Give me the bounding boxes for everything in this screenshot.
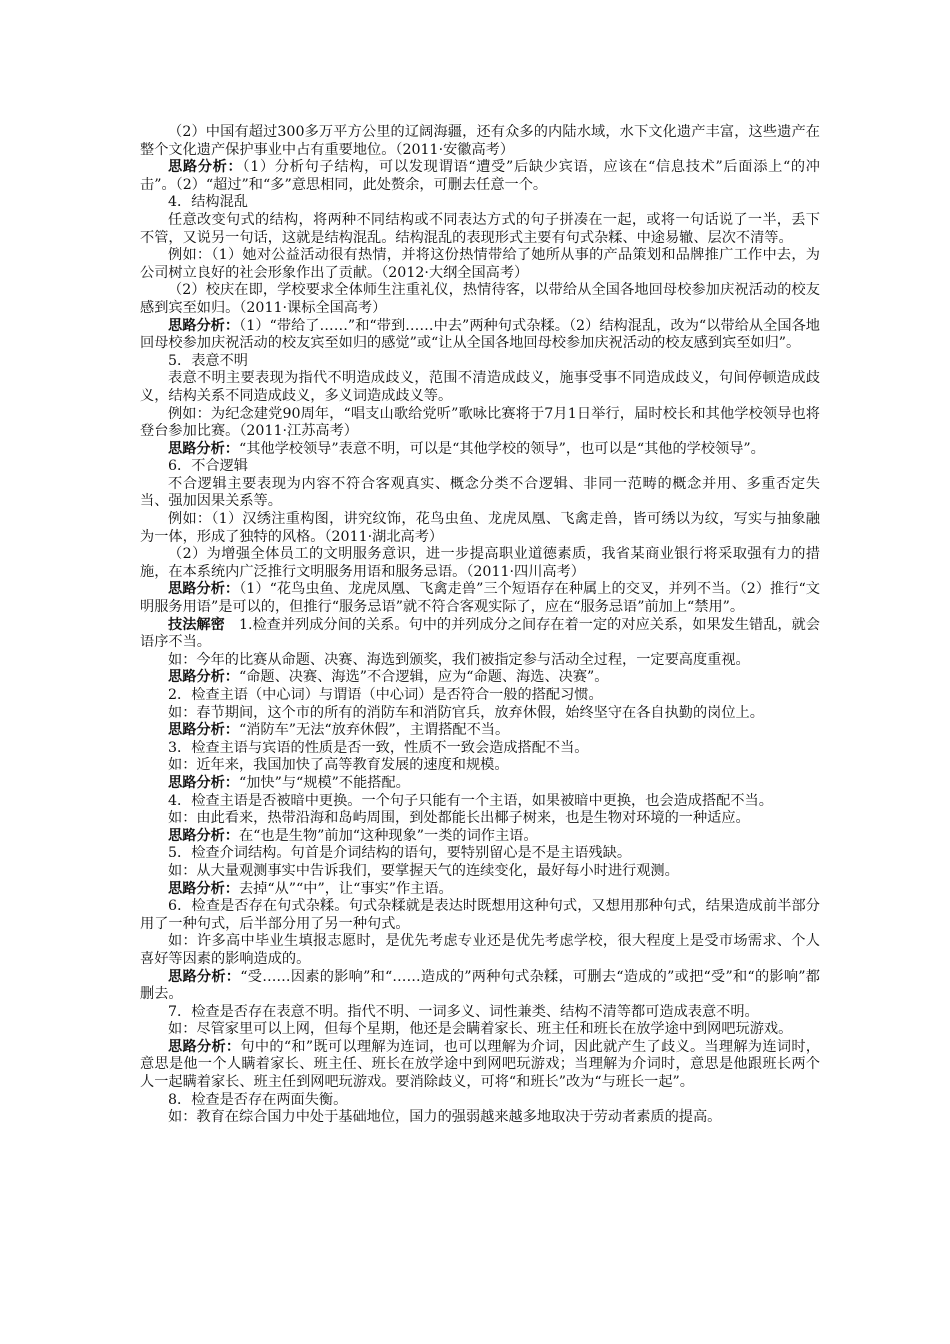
paragraph-text: （1）分析句子结构，可以发现谓语“遭受”后缺少宾语，应该在“信息技术”后面添上“的冲击”。（2）“超过”和“多”意思相同，此处赘余，可删去任意一个。 — [140, 159, 820, 193]
paragraph-text: 2．检查主语（中心词）与谓语（中心词）是否符合一般的搭配习惯。 — [168, 687, 603, 703]
paragraph-text: 例如：为纪念建党90周年，“唱支山歌给党听”歌咏比赛将于7月1日举行，届时校长和其他学校领导也将登台参加比赛。（2011·江苏高考） — [140, 405, 820, 440]
paragraph — [140, 669, 820, 687]
analysis-label: 思路分析： — [168, 669, 239, 686]
paragraph — [140, 441, 820, 459]
paragraph — [140, 793, 820, 811]
paragraph — [140, 687, 820, 705]
paragraph — [140, 511, 820, 546]
paragraph-text: 5．检查介词结构。句首是介词结构的语句，要特别留心是不是主语残缺。 — [168, 845, 632, 862]
analysis-label: 思路分析： — [168, 880, 239, 897]
paragraph — [140, 898, 820, 933]
paragraph-text: “其他学校领导”表意不明，可以是“其他学校的领导”，也可以是“其他的学校领导”。 — [238, 440, 765, 457]
paragraph-text: 6．检查是否存在句式杂糅。句式杂糅就是表达时既想用这种句式，又想用那种句式，结果造成前半部分用了一种句式，后半部分用了另一种句式。 — [140, 898, 820, 932]
paragraph-text: “消防车”无法“放弃休假”，主谓搭配不当。 — [238, 722, 510, 739]
paragraph-text: 如：许多高中毕业生填报志愿时，是优先考虑专业还是优先考虑学校，很大程度上是受市场需求、个人喜好等因素的影响造成的。 — [140, 933, 820, 967]
paragraph-text: 如：春节期间，这个市的所有的消防车和消防官兵，放弃休假，始终坚守在各自执勤的岗位上。 — [168, 704, 764, 721]
paragraph-text: 例如：（1）她对公益活动很有热情，并将这份热情带给了她所从事的产品策划和品牌推广工作中去，为公司树立良好的社会形象作出了贡献。（2012·大纲全国高考） — [140, 247, 820, 281]
paragraph-text: 如：从大量观测事实中告诉我们，要掌握天气的连续变化，最好每小时进行观测。 — [168, 862, 679, 879]
paragraph-text: 5．表意不明 — [168, 352, 248, 369]
paragraph — [140, 652, 820, 670]
paragraph — [140, 212, 820, 247]
paragraph-text: （2）中国有超过300多万平方公里的辽阔海疆，还有众多的内陆水域，水下文化遗产丰富，这些遗产在整个文化遗产保护事业中占有重要地位。（2011·安徽高考） — [140, 124, 820, 158]
paragraph-text: “加快”与“规模”不能搭配。 — [238, 774, 410, 791]
document-body — [140, 124, 820, 1127]
paragraph — [140, 1021, 820, 1039]
paragraph — [140, 282, 820, 317]
paragraph — [140, 458, 820, 476]
paragraph — [140, 740, 820, 758]
paragraph-text: （1）“花鸟虫鱼、龙虎凤凰、飞禽走兽”三个短语存在种属上的交叉，并列不当。（2）推行“文明服务用语”是可以的，但推行“服务忌语”就不符合客观实际了，应在“服务忌语”前加上“禁用”。 — [140, 581, 820, 616]
paragraph — [140, 318, 820, 353]
paragraph — [140, 1004, 820, 1022]
paragraph-text: 6．不合逻辑 — [168, 458, 248, 475]
paragraph-text: 7．检查是否存在表意不明。指代不明、一词多义、词性兼类、结构不清等都可造成表意不明。 — [168, 1003, 759, 1020]
analysis-label: 技法解密 — [168, 616, 225, 633]
analysis-label: 思路分析： — [168, 159, 243, 176]
paragraph — [140, 1039, 820, 1092]
paragraph-text: （1）“带给了……”和“带到……中去”两种句式杂糅。（2）结构混乱，改为“以带给从全国各地回母校参加庆祝活动的校友宾至如归的感觉”或“让从全国各地回母校参加庆祝活动的校友感到宾至如归”。 — [140, 317, 820, 352]
analysis-label: 思路分析： — [168, 827, 239, 844]
paragraph-text: 如：由此看来，热带沿海和岛屿周围，到处都能长出椰子树来，也是生物对环境的一种适应。 — [168, 810, 750, 827]
analysis-label: 思路分析： — [168, 1038, 241, 1055]
paragraph-text: 如：尽管家里可以上网，但每个星期，他还是会瞒着家长、班主任和班长在放学途中到网吧玩游戏。 — [168, 1021, 793, 1038]
paragraph — [140, 722, 820, 740]
paragraph-text: 例如：（1）汉绣注重构图，讲究纹饰，花鸟虫鱼、龙虎凤凰、飞禽走兽，皆可绣以为纹，写实与抽象融为一体，形成了独特的风格。（2011·湖北高考） — [140, 511, 820, 545]
paragraph — [140, 828, 820, 846]
paragraph — [140, 581, 820, 616]
paragraph-text: 任意改变句式的结构，将两种不同结构或不同表达方式的句子拼凑在一起，或将一句话说了一半，丢下不管，又说另一句话，这就是结构混乱。结构混乱的表现形式主要有句式杂糅、中途易辙、层次不清等。 — [140, 211, 820, 246]
paragraph-text: “受……因素的影响”和“……造成的”两种句式杂糅，可删去“造成的”或把“受”和“的影响”都删去。 — [140, 968, 820, 1003]
analysis-label: 思路分析： — [168, 774, 239, 791]
paragraph — [140, 881, 820, 899]
paragraph — [140, 546, 820, 581]
paragraph-text: 如：近年来，我国加快了高等教育发展的速度和规模。 — [168, 757, 509, 774]
paragraph — [140, 845, 820, 863]
paragraph-text: 不合逻辑主要表现为内容不符合客观真实、概念分类不合逻辑、非同一范畴的概念并用、多重否定失当、强加因果关系等。 — [140, 475, 820, 510]
analysis-label: 思路分析： — [168, 581, 240, 598]
paragraph — [140, 757, 820, 775]
analysis-label: 思路分析： — [168, 722, 239, 739]
paragraph-text: （2）为增强全体员工的文明服务意识，进一步提高职业道德素质，我省某商业银行将采取强有力的措施，在本系统内广泛推行文明服务用语和服务忌语。（2011·四川高考） — [140, 546, 820, 580]
analysis-label: 思路分析： — [168, 317, 240, 334]
analysis-label: 思路分析： — [168, 440, 239, 457]
paragraph — [140, 159, 820, 194]
paragraph-text: （2）校庆在即，学校要求全体师生注重礼仪，热情待客，以带给从全国各地回母校参加庆祝活动的校友感到宾至如归。（2011·课标全国高考） — [140, 282, 820, 316]
paragraph-text: 4．检查主语是否被暗中更换。一个句子只能有一个主语，如果被暗中更换，也会造成搭配不当。 — [168, 792, 773, 809]
paragraph — [140, 370, 820, 405]
paragraph-text: 4．结构混乱 — [168, 194, 248, 211]
paragraph-text: 如：今年的比赛从命题、决赛、海选到颁奖，我们被指定参与活动全过程，一定要高度重视。 — [168, 651, 750, 668]
analysis-label: 思路分析： — [168, 968, 241, 985]
paragraph — [140, 124, 820, 159]
paragraph — [140, 705, 820, 723]
paragraph — [140, 933, 820, 968]
paragraph — [140, 969, 820, 1004]
paragraph-text: 去掉“从”“中”，让“事实”作主语。 — [238, 880, 453, 897]
paragraph-text: “命题、决赛、海选”不合逻辑，应为“命题、海选、决赛”。 — [238, 669, 609, 686]
paragraph-text: 在“也是生物”前加“这种现象”一类的词作主语。 — [238, 827, 538, 844]
paragraph-text: 1.检查并列成分间的关系。句中的并列成分之间存在着一定的对应关系，如果发生错乱，就会语序不当。 — [140, 616, 820, 651]
paragraph-text: 3．检查主语与宾语的性质是否一致，性质不一致会造成搭配不当。 — [168, 739, 589, 756]
paragraph — [140, 353, 820, 371]
paragraph — [140, 1109, 820, 1127]
paragraph-text: 句中的“和”既可以理解为连词，也可以理解为介词，因此就产生了歧义。当理解为连词时，意思是他一个人瞒着家长、班主任、班长在放学途中到网吧玩游戏；当理解为介词时，意思是他跟班长两个人一起瞒着家长、班主任到网吧玩游戏。要消除歧义，可将“和班长”改为“与班长一起”。 — [140, 1038, 820, 1091]
paragraph — [140, 1092, 820, 1110]
paragraph — [140, 476, 820, 511]
paragraph — [140, 194, 820, 212]
paragraph-text: 8．检查是否存在两面失衡。 — [168, 1091, 348, 1108]
paragraph — [140, 406, 820, 441]
paragraph — [140, 775, 820, 793]
paragraph-text: 如：教育在综合国力中处于基础地位，国力的强弱越来越多地取决于劳动者素质的提高。 — [168, 1109, 722, 1126]
paragraph — [140, 863, 820, 881]
paragraph — [140, 810, 820, 828]
paragraph-text: 表意不明主要表现为指代不明造成歧义，范围不清造成歧义，施事受事不同造成歧义，句间停顿造成歧义，结构关系不同造成歧义，多义词造成歧义等。 — [140, 370, 820, 404]
paragraph — [140, 247, 820, 282]
paragraph — [140, 617, 820, 652]
